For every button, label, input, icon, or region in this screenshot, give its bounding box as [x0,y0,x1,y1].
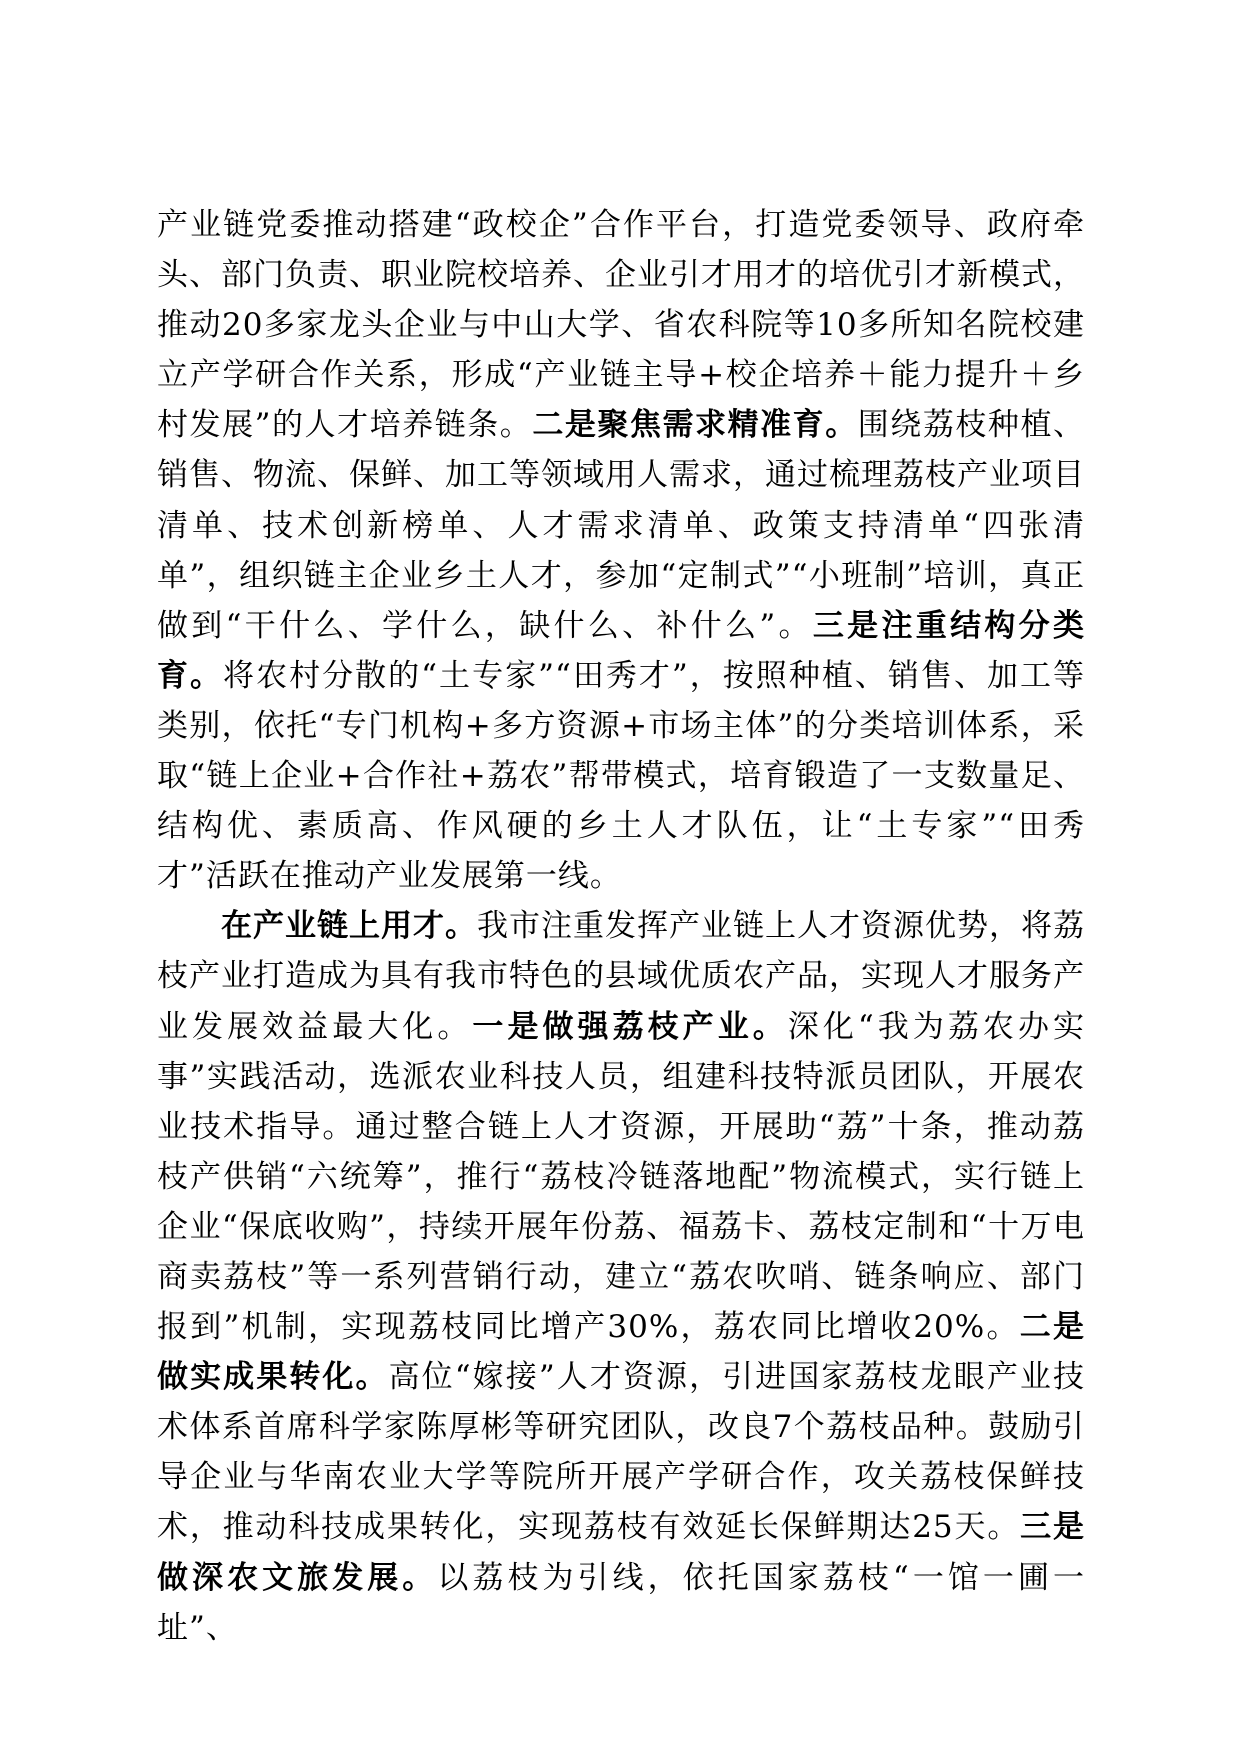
paragraph-text: 我市注重发挥产业链上人才资源优势，将荔枝产业打造成为具有我市特色的县域优质农产品，实现人才服务产业发展效益最大化。 [157,908,1085,1045]
section-heading-litchi-industry: 一是做强荔枝产业。 [472,1008,788,1045]
section-heading-structure-training: 三是注重结构分类育。 [157,607,1085,694]
paragraph-text: 围绕荔枝种植、销售、物流、保鲜、加工等领域用人需求，通过梳理荔枝产业项目清单、技术创新榜单、人才需求清单、政策支持清单“四张清单”，组织链主企业乡土人才，参加“定制式”“小班制”培训，真正做到“干什么、学什么，缺什么、补什么”。 [157,407,1085,644]
section-heading-agri-culture-tourism: 三是做深农文旅发展。 [157,1509,1085,1596]
paragraph-text: 高位“嫁接”人才资源，引进国家荔枝龙眼产业技术体系首席科学家陈厚彬等研究团队，改良7个荔枝品种。鼓励引导企业与华南农业大学等院所开展产学研合作，攻关荔枝保鲜技术，推动科技成果转化，实现荔枝有效延长保鲜期达25天。 [157,1359,1085,1546]
section-heading-demand-training: 二是聚焦需求精准育。 [532,407,858,444]
section-heading-talent-use: 在产业链上用才。 [221,908,477,945]
paragraph-talent-training [157,200,1085,901]
section-heading-achievement-transfer: 二是做实成果转化。 [157,1309,1086,1396]
paragraph-text: 产业链党委推动搭建“政校企”合作平台，打造党委领导、政府牵头、部门负责、职业院校培养、企业引才用才的培优引才新模式，推动20多家龙头企业与中山大学、省农科院等10多所知名院校建立产学研合作关系，形成“产业链主导+校企培养＋能力提升＋乡村发展”的人才培养链条。 [157,207,1085,444]
document-page [157,200,1085,1653]
paragraph-text: 将农村分散的“土专家”“田秀才”，按照种植、销售、加工等类别，依托“专门机构+多方资源+市场主体”的分类培训体系，采取“链上企业+合作社+荔农”帮带模式，培育锻造了一支数量足、结构优、素质高、作风硬的乡土人才队伍，让“土专家”“田秀才”活跃在推动产业发展第一线。 [157,657,1086,895]
paragraph-talent-use [157,901,1085,1652]
paragraph-text: 深化“我为荔农办实事”实践活动，选派农业科技人员，组建科技特派员团队，开展农业技术指导。通过整合链上人才资源，开展助“荔”十条，推动荔枝产供销“六统筹”，推行“荔枝冷链落地配”物流模式，实行链上企业“保底收购”，持续开展年份荔、福荔卡、荔枝定制和“十万电商卖荔枝”等一系列营销行动，建立“荔农吹哨、链条响应、部门报到”机制，实现荔枝同比增产30%，荔农同比增收20%。 [157,1008,1086,1346]
paragraph-text: 以荔枝为引线，依托国家荔枝“一馆一圃一址”、 [157,1559,1085,1646]
